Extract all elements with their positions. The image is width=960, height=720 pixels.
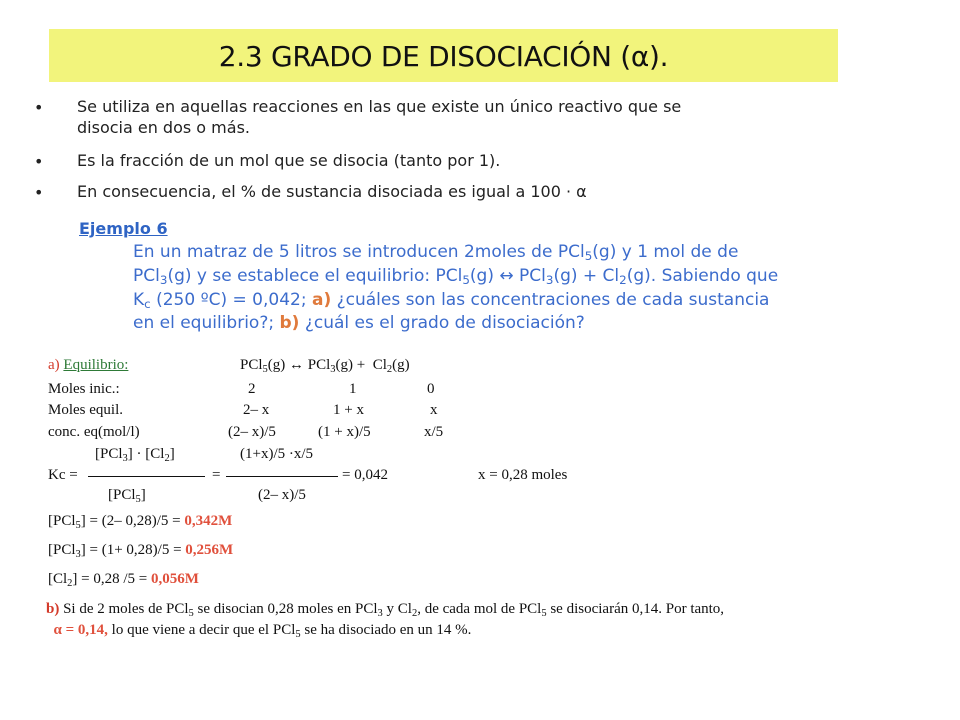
example-line-3: $K_c$ (250 ºC) = 0,042; a) ¿cuáles son las concentraciones de cada sustancia [133,290,770,311]
conc-value: (2– x)/5 [228,424,276,440]
bullet-2-line-1: Es la fracción de un mol que se disocia (tanto por 1). [77,151,501,170]
moles-equil-value: 2– x [243,402,270,418]
kc-numerator-2: (1+x)/5 ·x/5 [240,446,314,462]
kc-numerator-1: $[PCl_3] \cdot [Cl_2]$ [95,446,175,464]
moles-inic-value: 0 [427,381,435,397]
result-pcl3: [PCl$_3$] = (1+ 0,28)/5 = 0,256M [48,542,234,560]
bullet-marker: • [34,152,44,171]
kc-denominator-2: (2– x)/5 [258,487,306,503]
bullet-3-line-1: En consecuencia, el % de sustancia disociada es igual a 100 · α [77,182,587,201]
equilibrio-heading: a) Equilibrio: [48,357,129,373]
slide-title: 2.3 GRADO DE DISOCIACIÓN (α). [218,40,669,73]
fraction-line [88,476,205,477]
part-a-tag: a) [311,290,332,310]
x-result: x = 0,28 moles [478,467,568,483]
kc-label: Kc = [48,467,78,483]
bullet-marker: • [34,183,44,202]
example-line-4: en el equilibrio?; b) ¿cuál es el grado de disociación? [133,313,585,333]
moles-equil-label: Moles equil. [48,402,123,418]
example-line-1: En un matraz de 5 litros se introducen 2moles de PCl$_5$(g) y 1 mol de de [133,242,739,263]
fraction-line [226,476,338,477]
part-b-line-1: b) Si de 2 moles de PCl$_5$ se disocian 0,28 moles en PCl$_3$ y $Cl_2$, de cada mol de PCl$_5$ se disociarán 0,14. Por tanto, [46,601,725,619]
moles-inic-value: 1 [349,381,357,397]
reaction-equation: PCl$_5$(g) ↔ $PCl_3(g) + Cl_2(g)$ [240,357,410,375]
moles-equil-value: 1 + x [333,402,364,418]
moles-inic-value: 2 [248,381,256,397]
kc-value: = 0,042 [342,467,388,483]
conc-value: (1 + x)/5 [318,424,371,440]
bullet-1-line-2: disocia en dos o más. [77,118,250,137]
example-line-2: PCl$_3$(g) y se establece el equilibrio: PCl$_5$(g) ↔ $PCl_3(g) + Cl_2(g)$. Sabiendo que [133,266,779,287]
result-pcl5: [PCl$_5$] = (2– 0,28)/5 = 0,342M [48,513,233,531]
moles-inic-label: Moles inic.: [48,381,120,397]
bullet-1-line-1: Se utiliza en aquellas reacciones en las que existe un único reactivo que se [77,97,682,116]
title-bar [49,29,838,82]
part-b-line-2: α = 0,14, lo que viene a decir que el PCl$_5$ se ha disociado en un 14 %. [53,622,472,640]
part-b-tag: b) [279,313,300,333]
conc-value: x/5 [424,424,444,440]
equals-sign: = [212,467,221,483]
moles-equil-value: x [430,402,438,418]
kc-denominator-1: [PCl$_5$] [108,487,146,505]
bullet-marker: • [34,98,44,117]
result-cl2: $[Cl_2] = 0,28$ /5 = 0,056M [48,571,199,589]
example-heading: Ejemplo 6 [79,219,168,238]
conc-label: conc. eq(mol/l) [48,424,140,440]
